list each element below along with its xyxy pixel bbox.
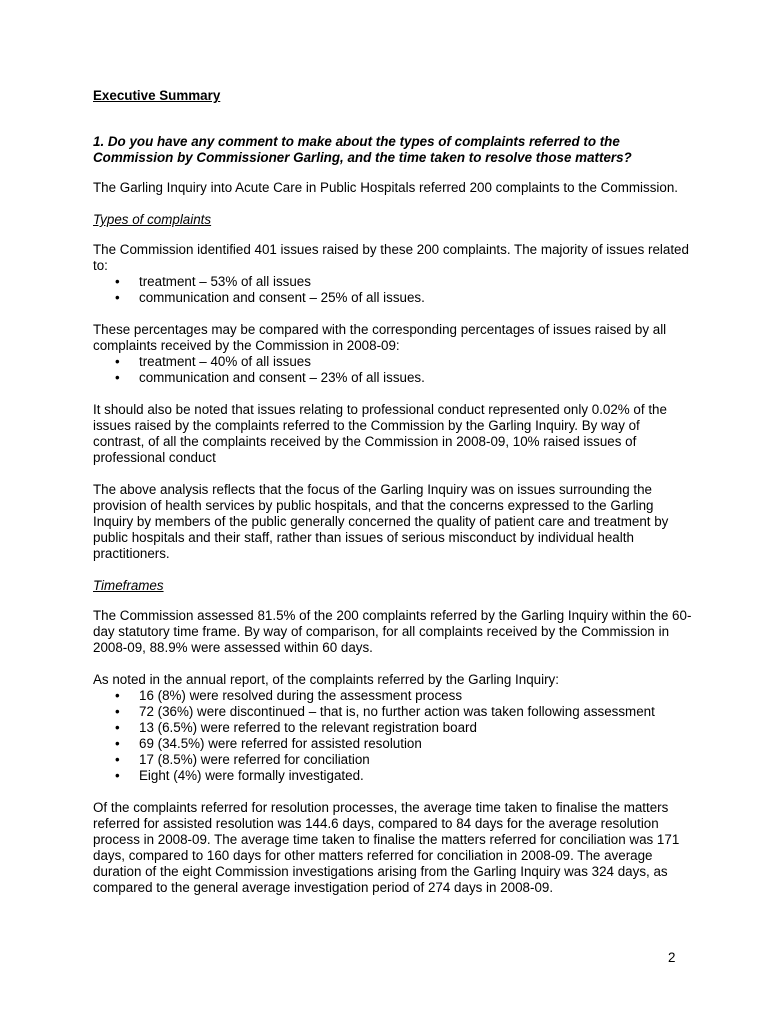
timeframes-heading: Timeframes: [93, 578, 164, 593]
list-item: • communication and consent – 25% of all issues.: [115, 290, 425, 305]
types-paragraph-3: It should also be noted that issues relating to professional conduct represented only 0.02% of the issues raised by the complaints referred to the Commission by the Garling Inquiry. By way of contrast, of all the complaints received by the Commission in 2008-09, 10% raised issues of professional conduct: [93, 402, 667, 465]
bullet-icon: •: [115, 704, 120, 719]
bullet-icon: •: [115, 274, 120, 289]
list-item: • 72 (36%) were discontinued – that is, no further action was taken following assessment: [115, 704, 655, 719]
list-item: • 17 (8.5%) were referred for conciliation: [115, 752, 370, 767]
list-item: • 13 (6.5%) were referred to the relevant registration board: [115, 720, 477, 735]
intro-paragraph: The Garling Inquiry into Acute Care in Public Hospitals referred 200 complaints to the Commission.: [93, 180, 678, 195]
timeframes-paragraph-1: The Commission assessed 81.5% of the 200 complaints referred by the Garling Inquiry within the 60-day statutory time frame. By way of comparison, for all complaints received by the Commission in 2008-09, 88.9% were assessed within 60 days.: [93, 608, 692, 655]
page-content: [93, 88, 693, 912]
list-item: • treatment – 40% of all issues: [115, 354, 311, 369]
types-list-1: [93, 274, 693, 306]
bullet-icon: •: [115, 370, 120, 385]
bullet-icon: •: [115, 720, 120, 735]
bullet-icon: •: [115, 768, 120, 783]
bullet-icon: •: [115, 354, 120, 369]
bullet-icon: •: [115, 736, 120, 751]
list-item: • communication and consent – 23% of all issues.: [115, 370, 425, 385]
bullet-icon: •: [115, 688, 120, 703]
list-item: • 16 (8%) were resolved during the assessment process: [115, 688, 463, 703]
bullet-icon: •: [115, 752, 120, 767]
timeframes-list: [93, 688, 693, 784]
bullet-icon: •: [115, 290, 120, 305]
page-title: Executive Summary: [93, 88, 221, 103]
page-number: 2: [668, 950, 676, 965]
types-list-2: [93, 354, 693, 386]
question-text: 1. Do you have any comment to make about the types of complaints referred to the Commission by Commissioner Garling, and the time taken to resolve those matters?: [93, 134, 632, 165]
types-paragraph-4: The above analysis reflects that the focus of the Garling Inquiry was on issues surrounding the provision of health services by public hospitals, and that the concerns expressed to the Garling Inquiry by members of the public generally concerned the quality of patient care and treatment by public hospitals and their staff, rather than issues of serious misconduct by individual health practitioners.: [93, 482, 669, 561]
timeframes-paragraph-3: Of the complaints referred for resolution processes, the average time taken to finalise the matters referred for assisted resolution was 144.6 days, compared to 84 days for the average resolution process in 2008-09. The average time taken to finalise the matters referred for conciliation was 171 days, compared to 160 days for other matters referred for conciliation in 2008-09. The average duration of the eight Commission investigations arising from the Garling Inquiry was 324 days, as compared to the general average investigation period of 274 days in 2008-09.: [93, 800, 680, 895]
types-paragraph-1: The Commission identified 401 issues raised by these 200 complaints. The majority of issues related to:: [93, 242, 689, 273]
types-paragraph-2: These percentages may be compared with the corresponding percentages of issues raised by all complaints received by the Commission in 2008-09:: [93, 322, 667, 353]
list-item: • 69 (34.5%) were referred for assisted resolution: [115, 736, 422, 751]
list-item: • treatment – 53% of all issues: [115, 274, 311, 289]
types-heading: Types of complaints: [93, 212, 212, 227]
list-item: • Eight (4%) were formally investigated.: [115, 768, 364, 783]
timeframes-paragraph-2: As noted in the annual report, of the complaints referred by the Garling Inquiry:: [93, 672, 559, 687]
